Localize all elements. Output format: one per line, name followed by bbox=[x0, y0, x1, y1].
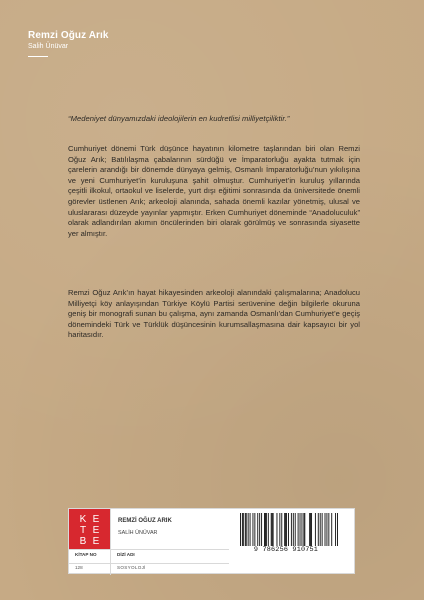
blurb-paragraph-2: Remzi Oğuz Arık’ın hayat hikayesinden arkeoloji alanındaki çalışmalarına; Anadolucu Milliyetçi köy anlayışından Türkiye Köylü Partisi serüvenine değin bilgilerle okuruna geniş bir monografi sunan bu çalışma, aynı zamanda Osmanlı’dan Cumhuriyet’e geçiş dönemindeki Türk ve Türklük düşüncesinin kurumsallaşmasına dair kapsayıcı bir yol haritasıdır. bbox=[68, 288, 360, 340]
barcode-bar bbox=[271, 513, 272, 546]
barcode-bar bbox=[309, 513, 310, 546]
dizi-adi-label: DİZİ ADI bbox=[117, 552, 135, 557]
kitap-no-label: KİTAP NO bbox=[75, 552, 97, 557]
barcode-bar bbox=[335, 513, 336, 546]
logo-letter: B bbox=[79, 536, 86, 546]
logo-letter: E bbox=[92, 536, 99, 546]
barcode-bar bbox=[257, 513, 258, 546]
value-row bbox=[69, 562, 229, 575]
barcode-bar bbox=[259, 513, 260, 546]
barcode-bar bbox=[288, 513, 289, 546]
barcode-bar bbox=[261, 513, 262, 546]
barcode-bar bbox=[293, 513, 294, 546]
barcode-bar bbox=[291, 513, 292, 546]
box-author-name: REMZİ OĞUZ ARIK bbox=[118, 518, 172, 524]
barcode-icon bbox=[240, 513, 338, 546]
barcode-bar bbox=[265, 513, 266, 546]
barcode-bar bbox=[318, 513, 319, 546]
header-block bbox=[28, 30, 109, 57]
barcode-bar bbox=[279, 513, 280, 546]
barcode-bar bbox=[281, 513, 282, 546]
barcode-bar bbox=[264, 513, 265, 546]
barcode-bar bbox=[248, 513, 249, 546]
barcode-bar bbox=[310, 513, 311, 546]
logo-letter: E bbox=[92, 514, 99, 525]
barcode-bar bbox=[331, 513, 332, 546]
barcode-bar bbox=[243, 513, 244, 546]
barcode-bar bbox=[304, 513, 305, 546]
barcode-bar bbox=[268, 513, 269, 546]
barcode-bar bbox=[301, 513, 302, 546]
barcode-bar bbox=[277, 513, 278, 546]
logo-letter: T bbox=[79, 525, 86, 536]
barcode-bar bbox=[246, 513, 247, 546]
logo-letter: K bbox=[79, 514, 86, 525]
barcode-bar bbox=[326, 513, 327, 546]
barcode-bar bbox=[245, 513, 246, 546]
epigraph-quote: “Medeniyet dünyamızdaki ideolojilerin en kudretlisi milliyetçiliktir.” bbox=[68, 114, 290, 123]
barcode-bar bbox=[272, 513, 273, 546]
publisher-info-box bbox=[68, 508, 355, 574]
isbn-number: 9 786256 910751 bbox=[253, 546, 319, 554]
barcode-bar bbox=[298, 513, 299, 546]
box-editor-name: SALİH ÜNÜVAR bbox=[118, 530, 158, 536]
barcode-bar bbox=[325, 513, 326, 546]
kitap-no-value: 128 bbox=[75, 565, 83, 570]
isbn-barcode bbox=[232, 513, 340, 558]
barcode-bar bbox=[284, 513, 285, 546]
barcode-bar bbox=[311, 513, 312, 546]
barcode-bar bbox=[328, 513, 329, 546]
barcode-bar bbox=[240, 513, 241, 546]
logo-letter: E bbox=[92, 525, 99, 536]
barcode-bar bbox=[286, 513, 287, 546]
barcode-bar bbox=[303, 513, 304, 546]
editor-name: Salih Ünüvar bbox=[28, 43, 69, 50]
dizi-adi-value: SOSYOLOJİ bbox=[117, 565, 146, 570]
barcode-bar bbox=[337, 513, 338, 546]
header-rule bbox=[28, 56, 48, 57]
barcode-bar bbox=[295, 513, 296, 546]
author-name: Remzi Oğuz Arık bbox=[28, 30, 109, 41]
barcode-bar bbox=[315, 513, 316, 546]
barcode-bar bbox=[250, 513, 251, 546]
barcode-bar bbox=[266, 513, 267, 546]
barcode-bar bbox=[242, 513, 243, 546]
blurb-paragraph-1: Cumhuriyet dönemi Türk düşünce hayatının kilometre taşlarından biri olan Remzi Oğuz Arık; Batılılaşma çabalarının sürdüğü ve İmparatorluğu ayakta tutmak için çarelerin arandığı bir dönemde dünyaya gelmiş, Osmanlı İmparatorluğu’nun yıkılışına ve yeni Cumhuriyet’in kuruluşuna şahit olmuştur. Cumhuriyet’in kuruluş yıllarında çeşitli ilkokul, ortaokul ve liselerde, yurt dışı eğitimi sonrasında da üniversitede önemli görevler üstlenen Arık; arkeoloji alanında, sahada önemli kazılar yönetmiş, ulusal ve uluslararası düzeyde yayınlar yapmıştır. Erken Cumhuriyet döneminde “Anadoluculuk” olarak adlandırılan akımın öncülerinden biri olarak görülmüş ve sonrasında siyasette yer almıştır. bbox=[68, 144, 360, 238]
barcode-bar bbox=[254, 513, 255, 546]
barcode-bar bbox=[273, 513, 274, 546]
barcode-bar bbox=[252, 513, 253, 546]
barcode-bar bbox=[320, 513, 321, 546]
barcode-bar bbox=[300, 513, 301, 546]
ketebe-logo-icon bbox=[77, 512, 103, 546]
ketebe-logo bbox=[69, 509, 110, 549]
barcode-bar bbox=[285, 513, 286, 546]
barcode-bar bbox=[322, 513, 323, 546]
